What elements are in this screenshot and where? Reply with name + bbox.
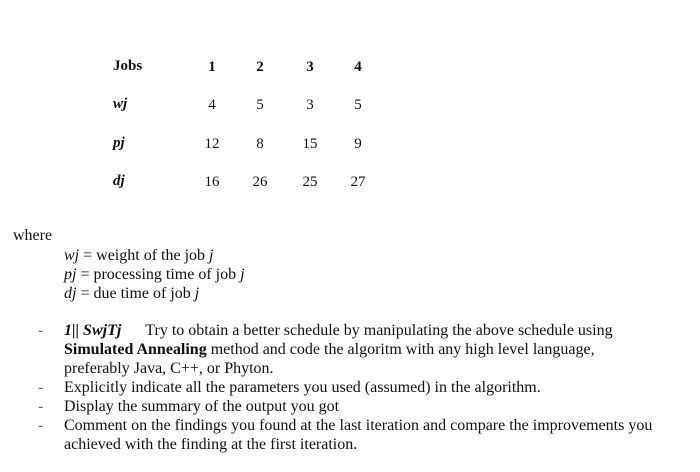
table-cell: 8: [256, 136, 264, 152]
bullet-dash: -: [38, 398, 44, 415]
table-cell: 25: [302, 174, 318, 190]
bullet-dash: -: [38, 379, 44, 396]
table-header-cell: 2: [256, 59, 264, 75]
method-name: Simulated Annealing: [64, 341, 207, 358]
table-header-cell: 3: [306, 59, 314, 75]
list-item: - 1|| SwjTj Try to obtain a better schedule by manipulating the above schedule using Simulated Annealing method and code the algoritm with any high level language, preferably Java, C++, or Phyton.: [38, 322, 613, 377]
where-label: where: [13, 227, 53, 244]
table-cell: 5: [354, 97, 362, 113]
list-item: - Comment on the findings you found at the last iteration and compare the improvements you achieved with the finding at the first iteration.: [38, 417, 653, 453]
definition-due-time: dj = due time of job j: [64, 285, 200, 302]
def-symbol: dj: [64, 285, 77, 302]
task-list: [38, 321, 658, 454]
definition-weight: wj = weight of the job j: [64, 247, 214, 264]
table-header-cell: 4: [354, 59, 362, 75]
table-cell: 26: [252, 174, 268, 190]
table-cell: 4: [208, 97, 216, 113]
def-symbol: pj: [64, 266, 77, 283]
definition-processing-time: pj = processing time of job j: [64, 266, 245, 283]
table-cell: 5: [256, 97, 264, 113]
table-row-label: pj: [113, 135, 125, 151]
table-cell: 27: [350, 174, 366, 190]
bullet-dash: -: [38, 417, 44, 434]
list-item: - Explicitly indicate all the parameters you used (assumed) in the algorithm.: [38, 379, 541, 396]
table-cell: 16: [204, 174, 220, 190]
table-cell: 15: [302, 136, 318, 152]
table-header-cell: 1: [208, 59, 216, 75]
list-item: - Display the summary of the output you got: [38, 398, 340, 415]
jobs-table: [100, 52, 400, 202]
problem-notation: 1|| SwjTj: [64, 322, 122, 339]
def-symbol: wj: [64, 247, 80, 264]
bullet-dash: -: [38, 322, 44, 339]
table-row-label: wj: [113, 96, 128, 112]
table-cell: 9: [354, 136, 362, 152]
table-row-label: dj: [113, 173, 125, 189]
table-cell: 12: [204, 136, 220, 152]
table-cell: 3: [306, 97, 314, 113]
table-header-label: Jobs: [113, 58, 143, 74]
